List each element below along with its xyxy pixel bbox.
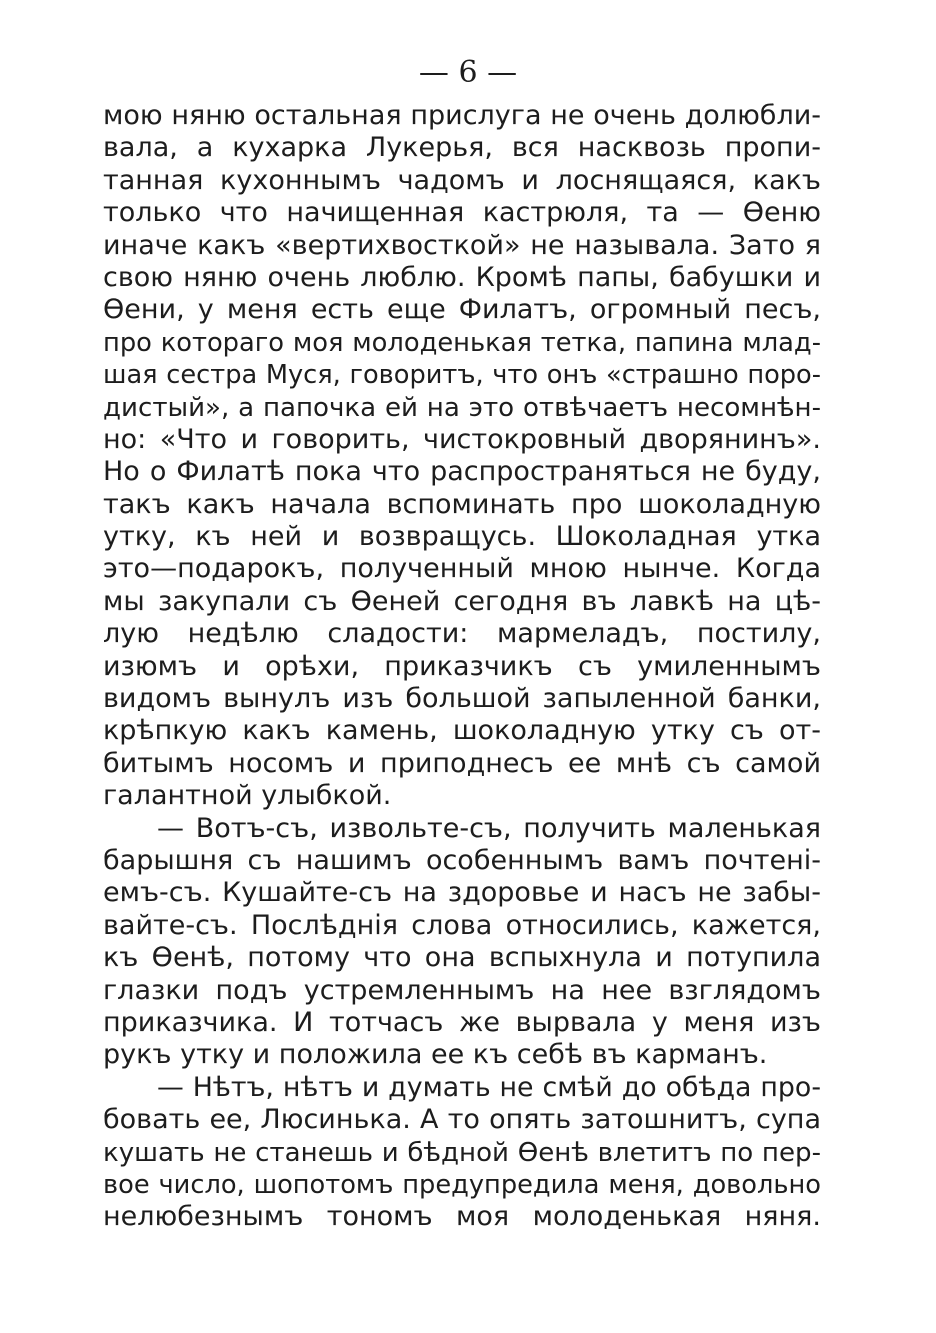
- text-line: — Нѣтъ, нѣтъ и думать не смѣй до обѣда про-: [157, 1071, 821, 1103]
- text-line: Но о Филатѣ пока что распространяться не буду,: [103, 456, 821, 488]
- text-line: лую недѣлю сладости: мармеладъ, постилу,: [103, 618, 821, 650]
- text-line: шая сестра Муся, говоритъ, что онъ «страшно поро-: [103, 360, 821, 391]
- text-line: изюмъ и орѣхи, приказчикъ съ умиленнымъ: [103, 650, 821, 682]
- text-line: вайте-съ. Послѣднiя слова относились, кажется,: [103, 909, 821, 941]
- text-line: утку, къ ней и возвращусь. Шоколадная утка: [103, 521, 821, 553]
- text-line: Ѳени, у меня есть еще Филатъ, огромный песъ,: [103, 294, 821, 326]
- text-line: барышня съ нашимъ особеннымъ вамъ почтенi-: [103, 844, 821, 876]
- body-text: [103, 100, 821, 1234]
- text-line: такъ какъ начала вспоминать про шоколадную: [103, 488, 821, 520]
- text-line: но: «Что и говорить, чистокровный дворянинъ».: [103, 423, 821, 455]
- text-line: вое число, шопотомъ предупредила меня, довольно: [103, 1169, 821, 1200]
- text-line: рукъ утку и положила ее къ себѣ въ карманъ.: [103, 1039, 768, 1071]
- text-line: мы закупали съ Ѳеней сегодня въ лавкѣ на цѣ-: [103, 585, 821, 617]
- text-line: къ Ѳенѣ, потому что она вспыхнула и потупила: [103, 942, 821, 974]
- text-line: видомъ вынулъ изъ большой запыленной банки,: [103, 683, 821, 715]
- text-line: нелюбезнымъ тономъ моя молоденькая няня.: [103, 1201, 821, 1233]
- text-line: приказчика. И тотчасъ же вырвала у меня изъ: [103, 1006, 821, 1038]
- text-line: емъ-съ. Кушайте-съ на здоровье и насъ не забы-: [103, 877, 821, 909]
- text-line: про котораго моя молоденькая тетка, папина млад-: [103, 327, 821, 358]
- text-line: вала, а кухарка Лукерья, вся насквозь пропи-: [103, 132, 821, 164]
- text-line: мою няню остальная прислуга не очень долюбли-: [103, 100, 821, 131]
- text-line: глазки подъ устремленнымъ на нее взглядомъ: [103, 974, 821, 1006]
- text-line: — Вотъ-съ, извольте-съ, получить маленькая: [157, 812, 821, 844]
- text-line: битымъ носомъ и приподнесъ ее мнѣ съ самой: [103, 747, 821, 779]
- text-line: только что начищенная кастрюля, та — Ѳеню: [103, 197, 821, 229]
- text-line: иначе какъ «вертихвосткой» не называла. Зато я: [103, 229, 821, 261]
- text-line: галантной улыбкой.: [103, 780, 392, 812]
- text-line: свою няню очень люблю. Кромѣ папы, бабушки и: [103, 261, 821, 293]
- text-line: дистый», а папочка ей на это отвѣчаетъ несомнѣн-: [103, 392, 821, 423]
- text-line: крѣпкую какъ камень, шоколадную утку съ от-: [103, 715, 821, 747]
- text-line: это—подарокъ, полученный мною нынче. Когда: [103, 553, 821, 585]
- text-line: кушать не станешь и бѣдной Ѳенѣ влетитъ по пер-: [103, 1137, 821, 1168]
- page-number: — 6 —: [418, 55, 518, 90]
- text-line: бовать ее, Люсинька. А то опять затошнитъ, супа: [103, 1104, 821, 1136]
- text-line: танная кухоннымъ чадомъ и лоснящаяся, какъ: [103, 164, 821, 196]
